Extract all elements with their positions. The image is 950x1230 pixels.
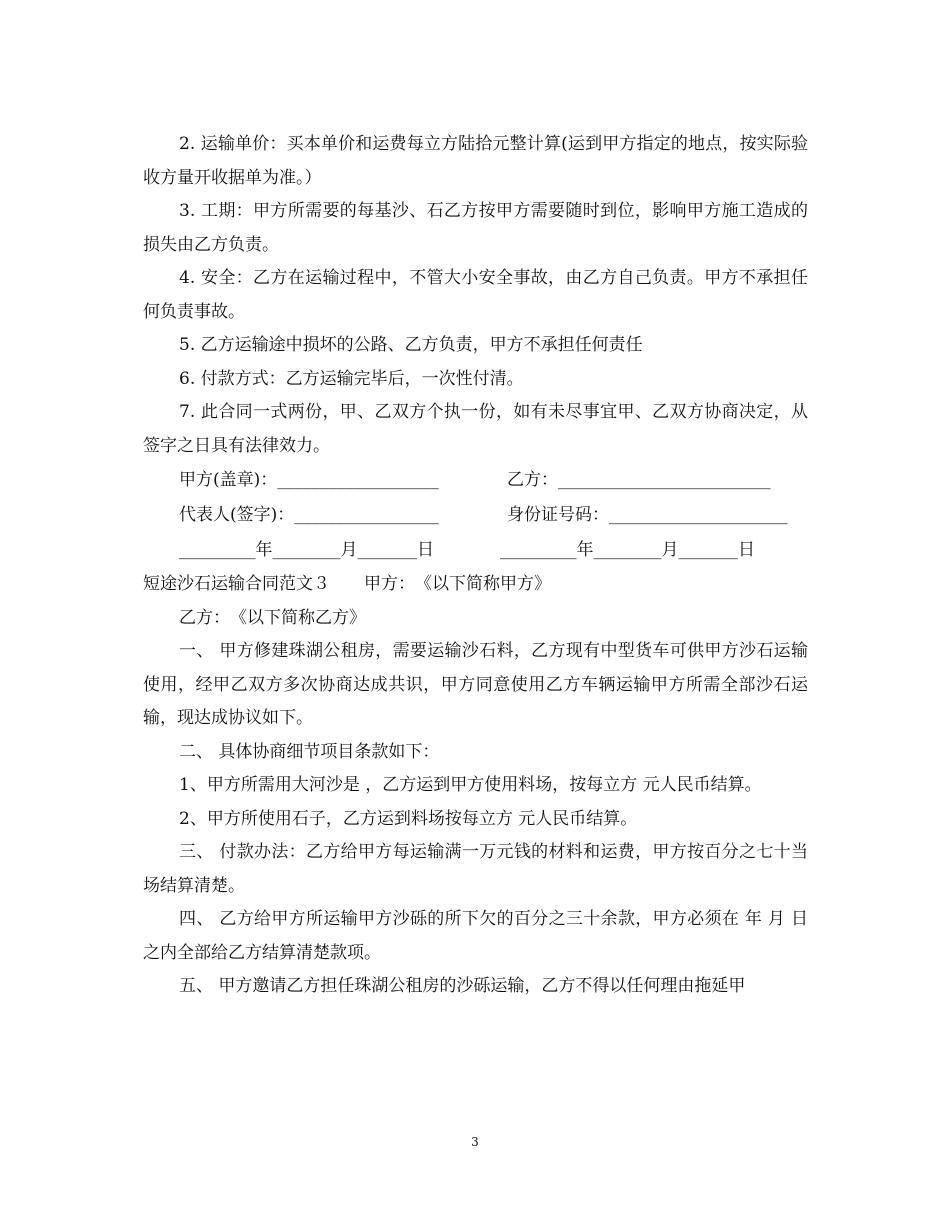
signature-row-representatives	[143, 498, 808, 533]
clause-7-copies: 7. 此合同一式两份，甲、乙双方个执一份，如有未尽事宜甲、乙双方协商决定，从签字之日具有法律效力。	[143, 402, 808, 456]
clause-6-payment: 6. 付款方式：乙方运输完毕后，一次性付清。	[179, 368, 524, 389]
article-2-heading: 二、 具体协商细节项目条款如下：	[179, 741, 440, 762]
representative-signature-field: 代表人(签字)：_________________	[179, 505, 439, 525]
article-5-invitation: 五、 甲方邀请乙方担任珠湖公租房的沙砾运输，乙方不得以任何理由拖延甲	[179, 976, 746, 996]
clause-4-safety: 4. 安全：乙方在运输过程中，不管大小安全事故，由乙方自己负责。甲方不承担任何负责事故。	[143, 268, 808, 322]
item-2-stone: 2、甲方所使用石子，乙方运到料场按每立方 元人民币结算。	[179, 808, 638, 829]
clause-2-unit-price: 2. 运输单价：买本单价和运费每立方陆拾元整计算(运到甲方指定的地点，按实际验收方量开收据单为准。）	[143, 134, 808, 188]
article-4-balance: 四、 乙方给甲方所运输甲方沙砾的所下欠的百分之三十余款，甲方必须在 年 月 日之内全部给乙方结算清楚款项。	[143, 909, 808, 963]
clause-3-schedule: 3. 工期：甲方所需要的每基沙、石乙方按甲方需要随时到位，影响甲方施工造成的损失由乙方负责。	[143, 201, 808, 255]
id-number-field: 身份证号码：_____________________	[507, 505, 788, 525]
document-body	[143, 128, 808, 1004]
date-field-right: _________年________月_______日	[500, 540, 755, 560]
page-number: 3	[471, 1135, 479, 1149]
party-b-intro: 乙方： 《以下简称乙方》	[179, 607, 366, 628]
clause-5-road-damage: 5. 乙方运输途中损坏的公路、乙方负责，甲方不承担任何责任	[179, 335, 643, 355]
article-3-payment-method: 三、 付款办法：乙方给甲方每运输满一万元钱的材料和运费，甲方按百分之七十当场结算清楚。	[143, 842, 808, 896]
signature-row-parties	[143, 463, 808, 498]
date-field-left: _________年________月_______日	[179, 540, 434, 560]
party-b-field: 乙方：_________________________	[507, 470, 771, 490]
party-a-seal-field: 甲方(盖章)：___________________	[179, 470, 439, 490]
section-title-line: 短途沙石运输合同范文３ 甲方： 《以下简称甲方》	[143, 574, 551, 594]
item-1-river-sand: 1、甲方所需用大河沙是 ，乙方运到甲方使用料场，按每立方 元人民币结算。	[179, 775, 762, 795]
signature-row-dates	[143, 533, 808, 568]
article-1-purpose: 一、 甲方修建珠湖公租房，需要运输沙石料，乙方现有中型货车可供甲方沙石运输使用，经甲乙双方多次协商达成共识，甲方同意使用乙方车辆运输甲方所需全部沙石运输，现达成协议如下。	[143, 641, 808, 728]
